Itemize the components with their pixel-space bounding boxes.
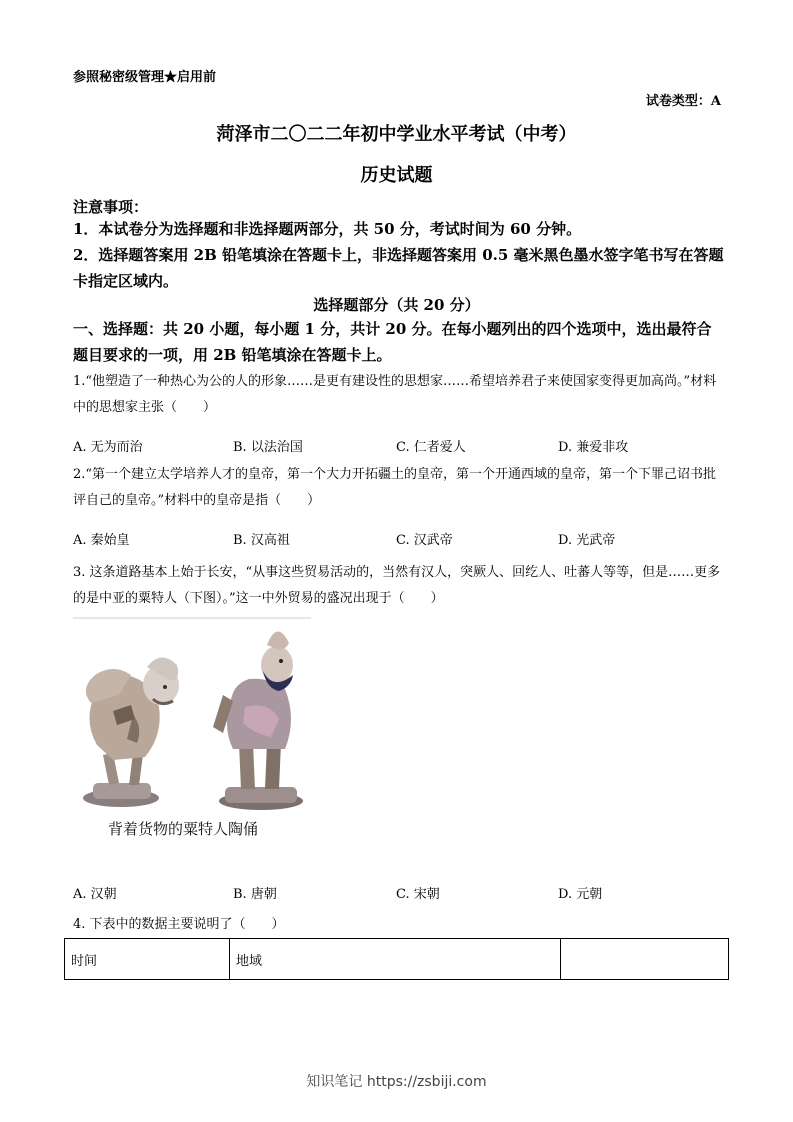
question-3-stem: 3. 这条道路基本上始于长安，“从事这些贸易活动的，当然有汉人，突厥人、回纥人、吐蕃人等等，但是……更多的是中亚的粟特人（下图）。”这一中外贸易的盛况出现于（ ） xyxy=(73,565,721,606)
note-item-1: 1．本试卷分为选择题和非选择题两部分，共 50 分，考试时间为 60 分钟。 xyxy=(73,220,582,238)
q3-option-a[interactable]: A. 汉朝 xyxy=(73,887,117,902)
exam-title: 菏泽市二〇二二年初中学业水平考试（中考） xyxy=(216,124,577,145)
section-title: 选择题部分（共 20 分） xyxy=(313,296,480,314)
figurines-illustration xyxy=(73,615,313,850)
notes-heading: 注意事项： xyxy=(73,198,149,216)
q3-option-c[interactable]: C. 宋朝 xyxy=(396,887,440,902)
note-item-2: 2．选择题答案用 2B 铅笔填涂在答题卡上，非选择题答案用 0.5 毫米黑色墨水签字笔书写在答题卡指定区域内。 xyxy=(73,246,724,290)
question-1-stem: 1.“他塑造了一种热心为公的人的形象……是更有建设性的思想家……希望培养君子来使国家变得更加高尚。”材料中的思想家主张（ ） xyxy=(73,374,717,415)
q1-option-a[interactable]: A. 无为而治 xyxy=(73,440,143,455)
footer-watermark: 知识笔记 https://zsbiji.com xyxy=(306,1074,487,1090)
paper-type-label: 试卷类型：A xyxy=(645,94,721,109)
question-4-stem: 4. 下表中的数据主要说明了（ ） xyxy=(73,917,285,932)
table-row xyxy=(65,939,729,980)
q1-option-b[interactable]: B. 以法治国 xyxy=(233,440,303,455)
sogdian-figurines-figure xyxy=(73,615,313,850)
q2-option-d[interactable]: D. 光武帝 xyxy=(558,533,616,548)
table-header-blank xyxy=(561,939,729,980)
q2-option-a[interactable]: A. 秦始皇 xyxy=(73,533,130,548)
q2-option-b[interactable]: B. 汉高祖 xyxy=(233,533,290,548)
confidential-label: 参照秘密级管理★启用前 xyxy=(73,70,217,85)
exam-subtitle: 历史试题 xyxy=(360,165,433,186)
table-header-region: 地域 xyxy=(230,939,561,980)
q2-option-c[interactable]: C. 汉武帝 xyxy=(396,533,453,548)
section-instruction: 一、选择题：共 20 小题，每小题 1 分，共计 20 分。在每小题列出的四个选项中，选出最符合题目要求的一项，用 2B 铅笔填涂在答题卡上。 xyxy=(73,320,712,364)
q4-data-table xyxy=(64,938,729,980)
table-header-time: 时间 xyxy=(65,939,230,980)
q1-option-c[interactable]: C. 仁者爱人 xyxy=(396,440,466,455)
figure-caption: 背着货物的粟特人陶俑 xyxy=(108,820,259,838)
q3-option-b[interactable]: B. 唐朝 xyxy=(233,887,277,902)
q1-option-d[interactable]: D. 兼爱非攻 xyxy=(558,440,629,455)
question-2-stem: 2.“第一个建立太学培养人才的皇帝，第一个大力开拓疆土的皇帝，第一个开通西域的皇帝，第一个下罪己诏书批评自己的皇帝。”材料中的皇帝是指（ ） xyxy=(73,467,717,508)
q3-option-d[interactable]: D. 元朝 xyxy=(558,887,603,902)
